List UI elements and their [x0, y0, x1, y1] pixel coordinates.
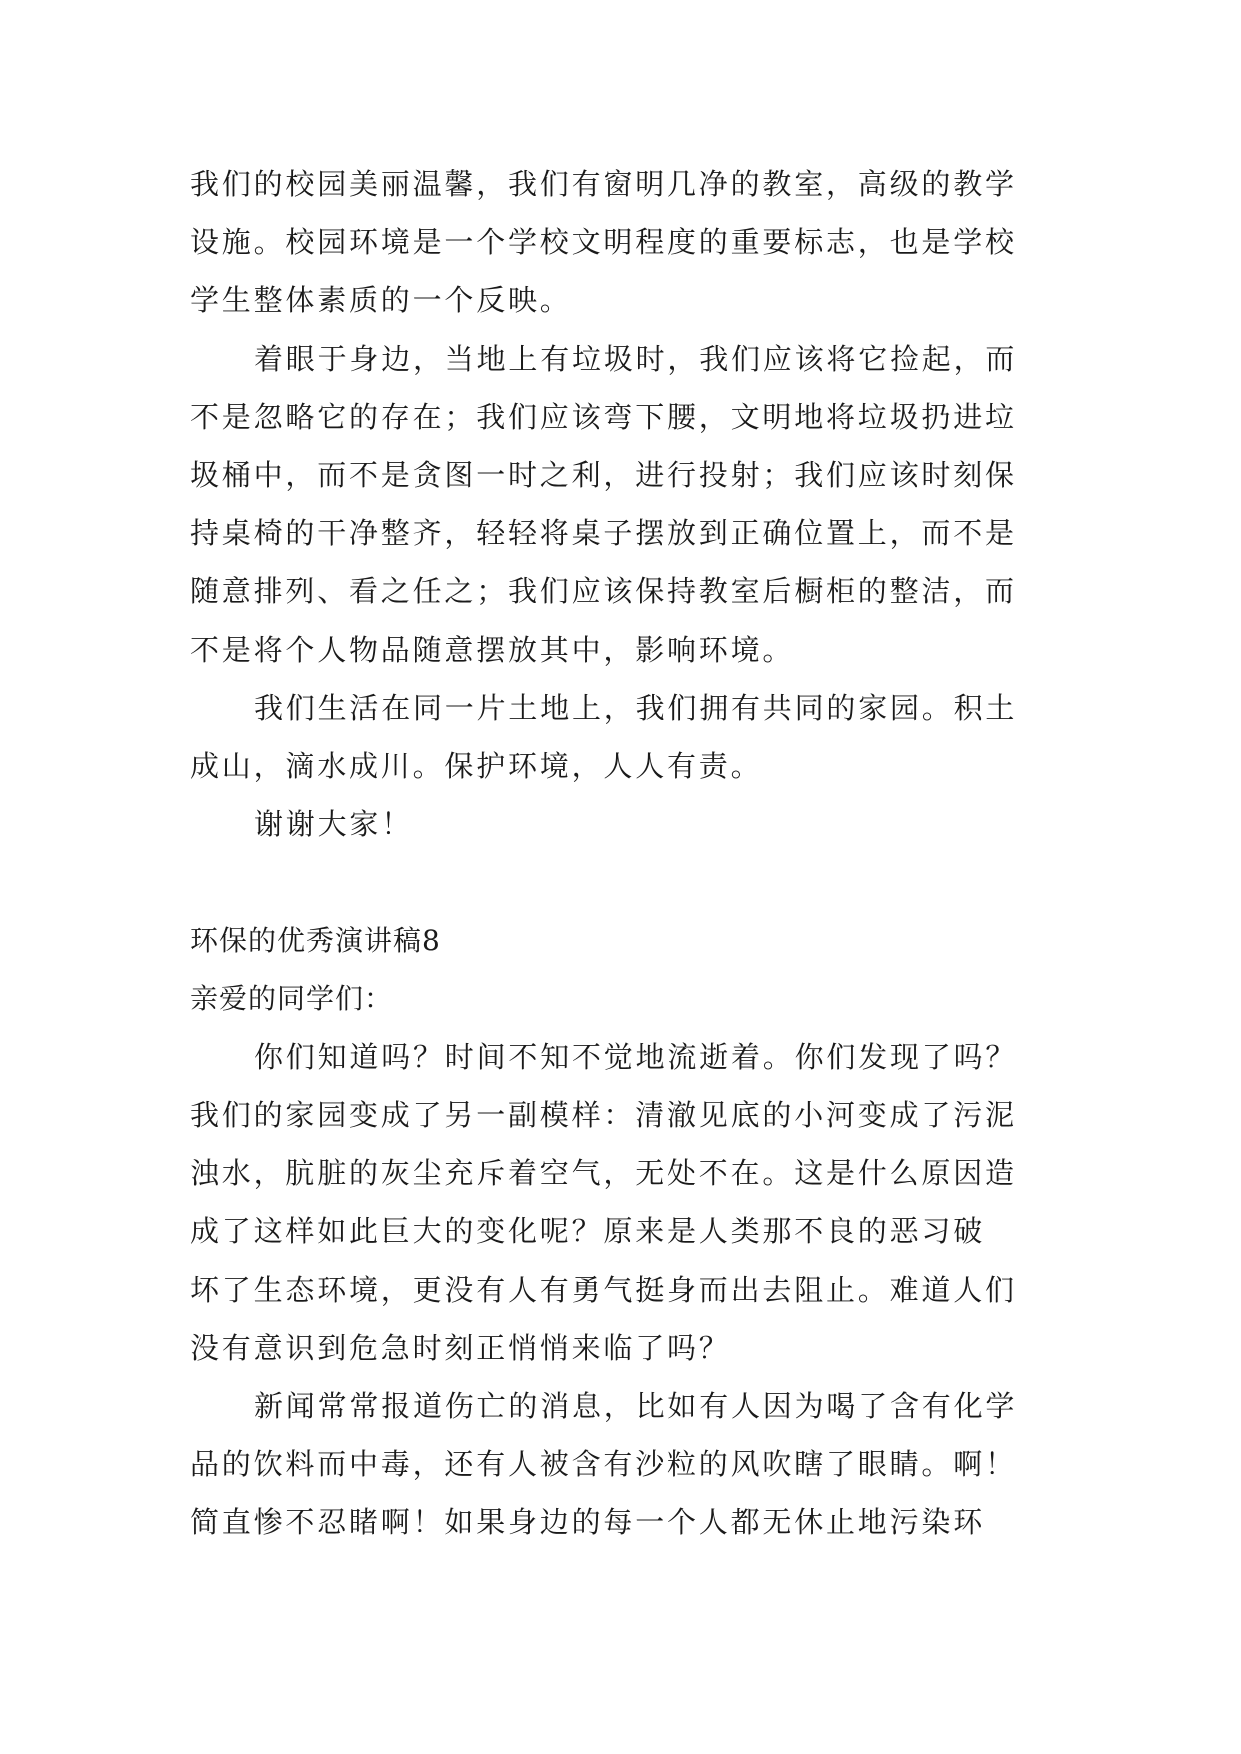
- paragraph-line: 成山，滴水成川。保护环境，人人有责。: [190, 749, 763, 783]
- paragraph-line: 不是将个人物品随意摆放其中，影响环境。: [190, 633, 795, 667]
- paragraph-line: 着眼于身边，当地上有垃圾时，我们应该将它捡起，而: [254, 342, 1018, 376]
- paragraph-line: 浊水，肮脏的灰尘充斥着空气，无处不在。这是什么原因造: [190, 1156, 1017, 1190]
- paragraph-line: 没有意识到危急时刻正悄悄来临了吗？: [190, 1331, 731, 1365]
- paragraph-line: 我们生活在同一片土地上，我们拥有共同的家园。积土: [254, 691, 1018, 725]
- paragraph-line: 持桌椅的干净整齐，轻轻将桌子摆放到正确位置上，而不是: [190, 516, 1017, 550]
- paragraph-line: 品的饮料而中毒，还有人被含有沙粒的风吹瞎了眼睛。啊！: [190, 1447, 1017, 1481]
- paragraph-line: 坏了生态环境，更没有人有勇气挺身而出去阻止。难道人们: [190, 1273, 1017, 1307]
- paragraph-line: 圾桶中，而不是贪图一时之利，进行投射；我们应该时刻保: [190, 458, 1017, 492]
- paragraph-line: 不是忽略它的存在；我们应该弯下腰，文明地将垃圾扔进垃: [190, 400, 1017, 434]
- paragraph-line: 设施。校园环境是一个学校文明程度的重要标志，也是学校: [190, 225, 1017, 259]
- paragraph-line: 我们的校园美丽温馨，我们有窗明几净的教室，高级的教学: [190, 167, 1017, 201]
- salutation: 亲爱的同学们：: [190, 982, 394, 1015]
- paragraph-line: 成了这样如此巨大的变化呢？原来是人类那不良的恶习破: [190, 1214, 986, 1248]
- paragraph-line: 学生整体素质的一个反映。: [190, 283, 572, 317]
- paragraph-line: 随意排列、看之任之；我们应该保持教室后橱柜的整洁，而: [190, 574, 1017, 608]
- paragraph-line: 简直惨不忍睹啊！如果身边的每一个人都无休止地污染环: [190, 1505, 986, 1539]
- section-title: 环保的优秀演讲稿8: [190, 924, 441, 957]
- closing-line: 谢谢大家！: [254, 807, 414, 841]
- paragraph-line: 你们知道吗？时间不知不觉地流逝着。你们发现了吗？: [254, 1040, 1018, 1074]
- paragraph-line: 新闻常常报道伤亡的消息，比如有人因为喝了含有化学: [254, 1389, 1018, 1423]
- paragraph-line: 我们的家园变成了另一副模样：清澈见底的小河变成了污泥: [190, 1098, 1017, 1132]
